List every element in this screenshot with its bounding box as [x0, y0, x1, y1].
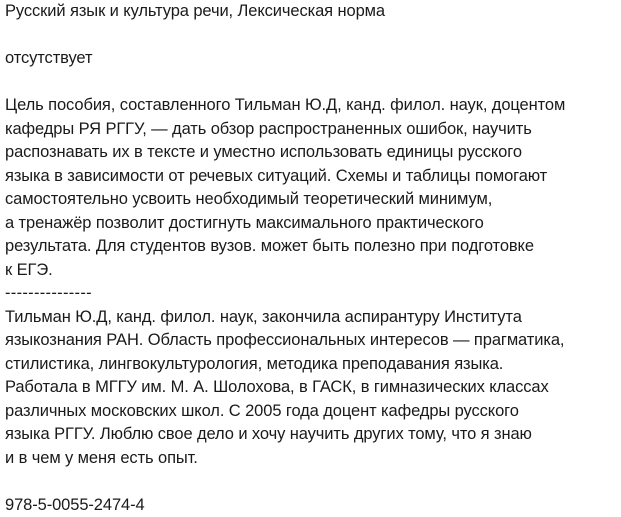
availability-status: отсутствует: [5, 47, 619, 71]
description-line: самостоятельно усвоить необходимый теоретический минимум,: [5, 188, 619, 212]
document-title: Русский язык и культура речи, Лексическая норма: [5, 0, 619, 24]
description-line: а тренажёр позволит достигнуть максимального практического: [5, 212, 619, 236]
author-line: языкознания РАН. Область профессиональных интересов — прагматика,: [5, 329, 619, 353]
author-line: различных московских школ. С 2005 года доцент кафедры русского: [5, 400, 619, 424]
description-line: языка в зависимости от речевых ситуаций. Схемы и таблицы помогают: [5, 165, 619, 189]
author-line: и в чем у меня есть опыт.: [5, 447, 619, 471]
description-line: к ЕГЭ.: [5, 259, 619, 283]
author-line: стилистика, лингвокультурология, методика преподавания языка.: [5, 353, 619, 377]
description-line: Цель пособия, составленного Тильман Ю.Д, канд. филол. наук, доцентом: [5, 94, 619, 118]
description-line: распознавать их в тексте и уместно использовать единицы русского: [5, 141, 619, 165]
author-line: языка РГГУ. Люблю свое дело и хочу научить других тому, что я знаю: [5, 423, 619, 447]
isbn-number: 978-5-0055-2474-4: [5, 494, 619, 517]
description-block: [5, 94, 619, 282]
spacer: [5, 470, 619, 494]
author-line: Работала в МГГУ им. М. А. Шолохова, в ГАСК, в гимназических классах: [5, 376, 619, 400]
document-page: [5, 0, 619, 517]
description-line: кафедры РЯ РГГУ, — дать обзор распространенных ошибок, научить: [5, 118, 619, 142]
section-separator: ---------------: [5, 282, 619, 306]
spacer: [5, 71, 619, 95]
description-line: результата. Для студентов вузов. может быть полезно при подготовке: [5, 235, 619, 259]
author-line: Тильман Ю.Д, канд. филол. наук, закончила аспирантуру Института: [5, 306, 619, 330]
spacer: [5, 24, 619, 48]
author-block: [5, 306, 619, 471]
